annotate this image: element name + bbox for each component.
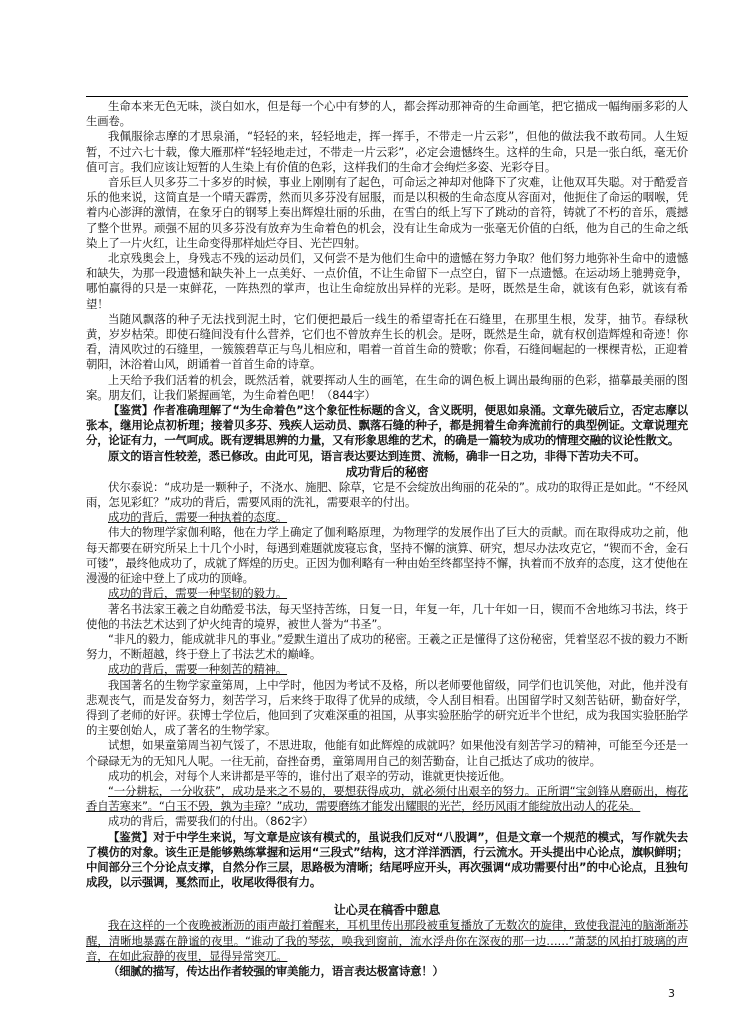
essay1-paragraph-4: 北京残奥会上，身残志不残的运动员们，又何尝不是为他们生命中的遗憾在努力争取？他们努力地弥补生命中的遗憾和缺失，为那一段遗憾和缺失补上一点美好、一点价值，不让生命留下一点空白，留下一点遗憾。在运动场上驰骋竞争，哪怕赢得的只是一束鲜花，一阵热烈的掌声，也让生命绽放出异样的光彩。是呀，既然是生命，就该有色彩，就该有希望！	[86, 251, 688, 311]
essay1-paragraph-1: 生命本来无色无味，淡白如水，但是每一个心中有梦的人，都会挥动那神奇的生命画笔，把它描成一幅绚丽多彩的人生画卷。	[86, 99, 688, 129]
essay2-paragraph-4: “非凡的毅力，能成就非凡的事业。”爱默生道出了成功的秘密。王羲之正是懂得了这份秘密，凭着坚忍不拔的毅力不断努力，不断超越，终于登上了书法艺术的巅峰。	[86, 631, 688, 662]
essay2-subheading-1: 成功的背后，需要一种执着的态度。	[108, 510, 288, 525]
essay1-comment: 【鉴赏】作者准确理解了“为生命着色”这个象征性标题的含义，含义既明，便思如泉涌。文章先破后立，否定志摩以张本，继用论点初析理；接着贝多芬、残疾人运动员、飘落石缝的种子，都是拥着生命奔流前行的典型例证。文章说理充分，论证有力，一气呵成。既有逻辑思辨的力量，又有形象思维的艺术，的确是一篇较为成功的情理交融的议论性散文。	[86, 403, 688, 448]
essay2-subheading-3: 成功的背后，需要一种刻苦的精神。	[108, 662, 288, 677]
essay3-paragraph-1: 我在这样的一个夜晚被淅沥的雨声敲打着醒来，耳机里传出那段被重复播放了无数次的旋律，致使我混沌的脑渐渐苏醒，清晰地暴露在静谧的夜里。“谁动了我的琴弦，唤我到窗前，流水浮舟你在深夜的那一边……”萧瑟的风拍打玻璃的声音，在如此寂静的夜里，显得异常突兀。	[86, 918, 688, 963]
essay3-title: 让心灵在稿香中憩息	[333, 903, 441, 918]
essay1-note: 原文的语言性较差，悉已修改。由此可见，语言表达要达到连贯、流畅，确非一日之功，非得下苦功夫不可。	[108, 448, 646, 463]
essay2-paragraph-3: 著名书法家王羲之自幼酷爱书法，每天坚持苦练，日复一日，年复一年，几十年如一日，锲而不舍地练习书法，终于使他的书法艺术达到了炉火纯青的境界，被世人誉为“书圣”。	[86, 601, 688, 631]
essay2-paragraph-5: 我国著名的生物学家童第周，上中学时，他因为考试不及格，所以老师要他留级，同学们也讥笑他，对此，他并没有悲观丧气，而是发奋努力，刻苦学习，后来终于取得了优异的成绩，令人刮目相看。出国留学时又刻苦钻研，勤奋好学，得到了老师的好评。获博士学位后，他回到了灾难深重的祖国，从事实验胚胎学的研究近半个世纪，成为我国实验胚胎学的主要创始人，成了著名的生物学家。	[86, 677, 688, 738]
header-rule	[86, 96, 688, 97]
essay2-paragraph-7: 成功的机会，对每个人来讲都是平等的，谁付出了艰辛的劳动，谁就更快接近他。	[108, 768, 511, 783]
document-page	[86, 96, 688, 979]
essay1-paragraph-5: 当随风飘落的种子无法找到泥土时，它们便把最后一线生的希望寄托在石缝里，在那里生根，发芽，抽节。春绿秋黄，岁岁枯荣。即使石缝间没有什么营养，它们也不曾放弃生长的机会。是呀，既然是生命，就有权创造辉煌和奇迹！你看，清风吹过的石缝里，一簇簇碧草正与鸟儿相应和，唱着一首首生命的赞歌；你看，石缝间崛起的一棵棵青松，正迎着朝阳，沐浴着山风，朗诵着一首首生命的诗章。	[86, 311, 688, 372]
essay1-paragraph-2: 我佩服徐志摩的才思泉涌，“轻轻的来，轻轻地走，挥一挥手，不带走一片云彩”，但他的做法我不敢苟同。人生短暂，不过六七十载，像大雁那样“轻轻地走过，不带走一片云彩”，必定会遗憾终生。这样的生命，只是一张白纸，毫无价值可言。我们应该让短暂的人生染上有价值的色彩，这样我们的生命才会绚烂多姿、光彩夺目。	[86, 129, 688, 174]
essay2-paragraph-9: 成功的背后，需要我们的付出。（862字）	[108, 814, 314, 829]
essay2-comment: 【鉴赏】对于中学生来说，写文章是应该有模式的，虽说我们反对“八股调”，但是文章一个规范的模式，写作就失去了模仿的对象。该生正是能够熟练掌握和运用“三段式”结构，这才洋洋洒洒，行云流水。开头提出中心论点，旗帜鲜明；中间部分三个分论点支撑，自然分作三层，思路极为清晰；结尾呼应开头，再次强调“成功需要付出”的中心论点，且独句成段，以示强调，戛然而止，收尾收得很有力。	[86, 829, 688, 890]
essay2-title: 成功背后的秘密	[345, 464, 429, 479]
essay1-paragraph-3: 音乐巨人贝多芬二十多岁的时候，事业上刚刚有了起色，可命运之神却对他降下了灾难，让他双耳失聪。对于酷爱音乐的他来说，这简直是一个晴天霹雳，然而贝多芬没有屈服，而是以积极的生命态度从容面对，他扼住了命运的咽喉，凭着内心澎湃的激情，在象牙白的钢琴上奏出辉煌壮丽的乐曲，在雪白的纸上写下了跳动的音符，铸就了不朽的音乐，震撼了整个世界。顽强不屈的贝多芬没有放弃为生命着色的机会，没有让生命成为一张毫无价值的白纸，他为自己的生命之纸染上了一片火红，让生命变得那样灿烂夺目、光芒四射。	[86, 175, 688, 250]
page-number: 3	[668, 987, 675, 1000]
essay3-comment: （细腻的描写，传达出作者较强的审美能力，语言表达极富诗意！）	[108, 963, 444, 978]
essay2-paragraph-2: 伟大的物理学家伽利略，他在力学上确定了伽利略原理，为物理学的发展作出了巨大的贡献。而在取得成功之前，他每天都要在研究所呆上十几个小时，每遇到难题就废寝忘食，坚持不懈的演算、研究，想尽办法攻克它，“锲而不舍，金石可镂”，最终他成功了，成就了辉煌的历史。正因为伽利略有一种由始至终都坚持不懈，执着而不放弃的态度，这才使他在漫漫的征途中登上了成功的顶峰。	[86, 525, 688, 586]
essay2-paragraph-1: 伏尔泰说：“成功是一颗种子，不浇水、施肥、除草，它是不会绽放出绚丽的花朵的”。成功的取得正是如此。“不经风雨，怎见彩虹？”成功的背后，需要风雨的洗礼，需要艰辛的付出。	[86, 479, 688, 510]
essay2-paragraph-6: 试想，如果童第周当初气馁了，不思进取，他能有如此辉煌的成就吗？如果他没有刻苦学习的精神，可能至今还是一个碌碌无为的无知凡人呢。一往无前，奋挫奋勇，童第周用自己的刻苦勤奋，让自己抵达了成功的彼岸。	[86, 738, 688, 768]
essay2-paragraph-8: “一分耕耘，一分收获”，成功是来之不易的，要想获得成功，就必须付出艰辛的努力。正所谓“宝剑锋从磨砺出，梅花香自苦寒来”。“白玉不毁，孰为圭璋？”成功，需要磨练才能发出耀眼的光芒，经历风雨才能绽放出动人的花朵。	[86, 783, 688, 814]
essay1-paragraph-6: 上天给予我们活着的机会，既然活着，就要挥动人生的画笔，在生命的调色板上调出最绚丽的色彩，描摹最美丽的图案。朋友们，让我们紧握画笔，为生命着色吧！（844字）	[86, 372, 688, 402]
essay2-subheading-2: 成功的背后，需要一种坚韧的毅力。	[108, 586, 288, 601]
